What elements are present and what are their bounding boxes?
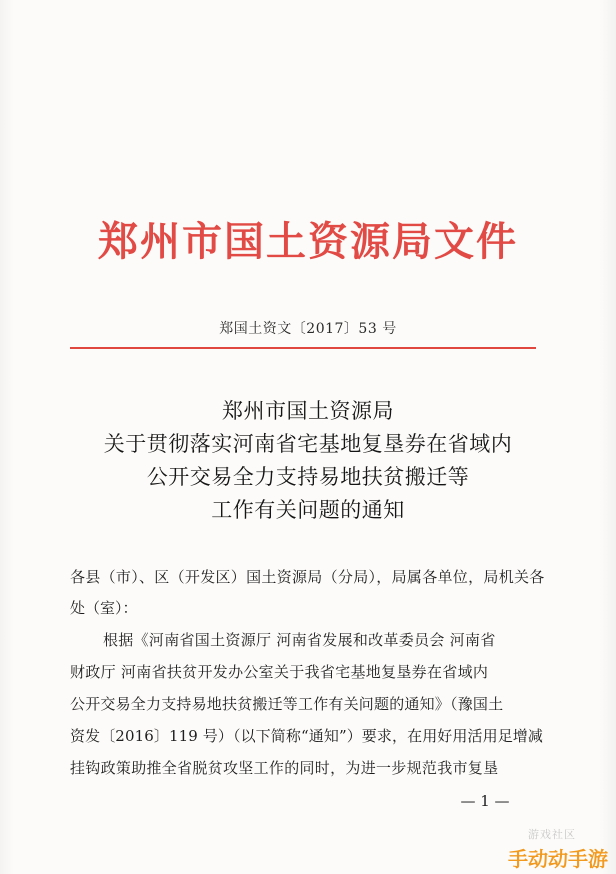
document-masthead: 郑州市国土资源局文件: [98, 218, 518, 265]
watermark-faint-text: 游戏社区: [528, 828, 576, 841]
red-divider-line: [70, 347, 536, 349]
body-line-6: 资发〔2016〕119 号）（以下简称“通知”）要求，在用好用活用足增减: [70, 727, 544, 745]
body-line-5: 公开交易全力支持易地扶贫搬迁等工作有关问题的通知》（豫国土: [70, 695, 504, 713]
body-line-2: 处（室）：: [70, 599, 138, 617]
page-number: — 1 —: [460, 792, 510, 810]
title-line-3: 公开交易全力支持易地扶贫搬迁等: [146, 465, 470, 489]
body-line-3: 根据《河南省国土资源厅 河南省发展和改革委员会 河南省: [103, 631, 496, 649]
body-line-1: 各县（市）、区（开发区）国土资源局（分局），局属各单位，局机关各: [70, 568, 545, 586]
title-line-1: 郑州市国土资源局: [222, 399, 394, 423]
body-line-7: 挂钩政策助推全省脱贫攻坚工作的同时，为进一步规范我市复垦: [70, 759, 499, 777]
title-line-2: 关于贯彻落实河南省宅基地复垦券在省域内: [103, 432, 513, 456]
watermark-logo: 手动动手游: [508, 847, 608, 871]
document-number: 郑国土资文〔2017〕53 号: [219, 321, 397, 337]
body-line-4: 财政厅 河南省扶贫开发办公室关于我省宅基地复垦券在省域内: [70, 663, 489, 681]
title-line-4: 工作有关问题的通知: [211, 498, 405, 522]
